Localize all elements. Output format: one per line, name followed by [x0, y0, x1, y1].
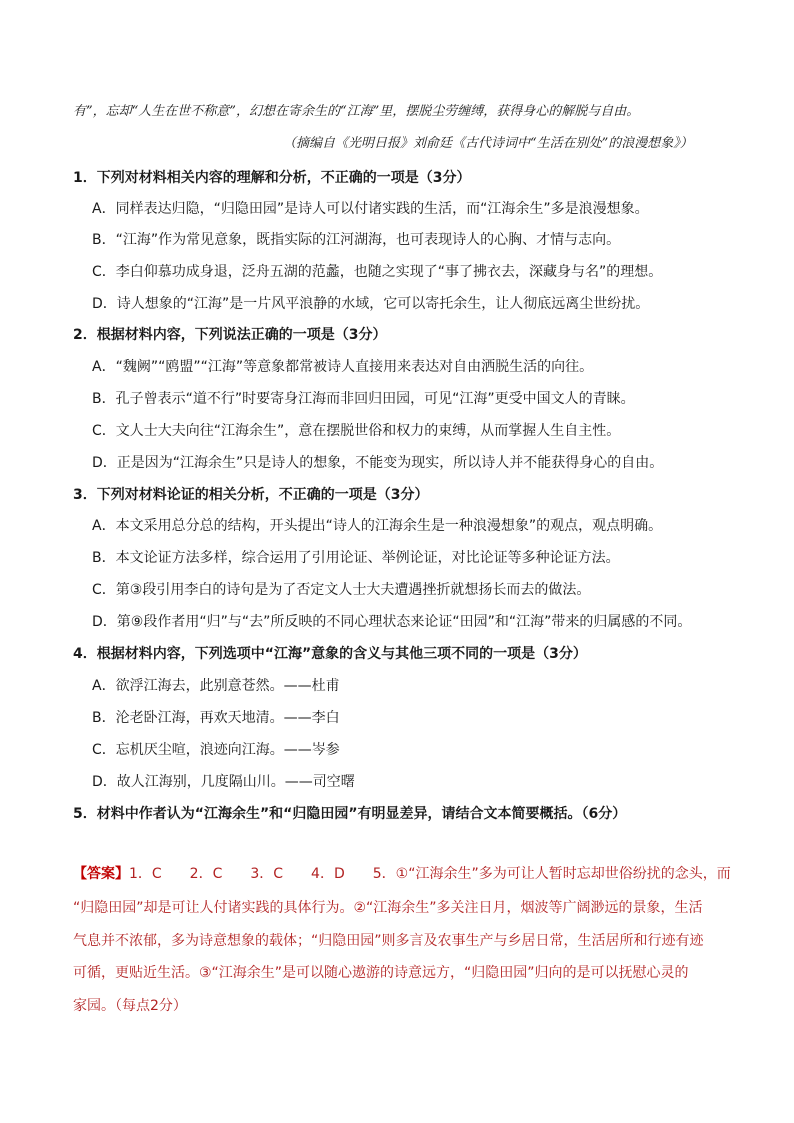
question-3-option-d: D．第⑨段作者用“归”与“去”所反映的不同心理状态来论证“田园”和“江海”带来的归属感的不同。 — [92, 614, 692, 630]
source-citation: （摘编自《光明日报》刘俞廷《古代诗词中“生活在别处”的浪漫想象》） — [283, 136, 693, 151]
question-2-option-c: C．文人士大夫向往“江海余生”，意在摆脱世俗和权力的束缚，从而掌握人生自主性。 — [92, 423, 621, 439]
question-1-option-c: C．李白仰慕功成身退，泛舟五湖的范蠡，也随之实现了“事了拂衣去，深藏身与名”的理想。 — [92, 264, 663, 280]
answer-line-5: 家园。（每点2分） — [73, 998, 187, 1014]
question-2-option-d: D．正是因为“江海余生”只是诗人的想象，不能变为现实，所以诗人并不能获得身心的自由。 — [92, 455, 664, 471]
question-2-option-b: B．孔子曾表示“道不行”时要寄身江海而非回归田园，可见“江海”更受中国文人的青睐。 — [92, 391, 635, 407]
question-3-option-a: A．本文采用总分总的结构，开头提出“诗人的江海余生是一种浪漫想象”的观点，观点明确。 — [92, 518, 663, 534]
answer-text: 1．C 2．C 3．C 4．D 5．①“江海余生”多为可让人暂时忘却世俗纷扰的念头，而 — [129, 866, 731, 882]
question-2-option-a: A．“魏阙”“鸥盟”“江海”等意象都常被诗人直接用来表达对自由洒脱生活的向往。 — [92, 359, 594, 375]
question-3-option-b: B．本文论证方法多样，综合运用了引用论证、举例论证，对比论证等多种论证方法。 — [92, 550, 620, 566]
question-1-option-a: A．同样表达归隐，“归隐田园”是诗人可以付诸实践的生活，而“江海余生”多是浪漫想象。 — [92, 201, 649, 217]
question-3-option-c: C．第③段引用李白的诗句是为了否定文人士大夫遭遇挫折就想扬长而去的做法。 — [92, 582, 591, 598]
answer-line-2: “归隐田园”却是可让人付诸实践的具体行为。②“江海余生”多关注日月，烟波等广阔渺远的景象，生活 — [73, 900, 703, 916]
question-4-option-b: B．沦老卧江海，再欢天地清。——李白 — [92, 710, 340, 726]
answer-tag: 【答案】 — [73, 866, 129, 882]
question-5-stem: 5．材料中作者认为“江海余生”和“归隐田园”有明显差异，请结合文本简要概括。（6分） — [73, 806, 627, 822]
question-2-stem: 2．根据材料内容，下列说法正确的一项是（3分） — [73, 327, 387, 343]
question-3-stem: 3．下列对材料论证的相关分析，不正确的一项是（3分） — [73, 487, 429, 503]
question-4-option-d: D．故人江海别，几度隔山川。——司空曙 — [92, 774, 355, 790]
answer-line-4: 可循，更贴近生活。③“江海余生”是可以随心遨游的诗意远方，“归隐田园”归向的是可以抚慰心灵的 — [73, 965, 689, 981]
question-4-option-c: C．忘机厌尘喧，浪迹向江海。——岑参 — [92, 742, 340, 758]
answer-line-1 — [73, 864, 731, 884]
question-1-option-b: B．“江海”作为常见意象，既指实际的江河湖海，也可表现诗人的心胸、才情与志向。 — [92, 232, 621, 248]
question-4-option-a: A．欲浮江海去，此别意苍然。——杜甫 — [92, 678, 340, 694]
question-1-option-d: D．诗人想象的“江海”是一片风平浪静的水域，它可以寄托余生，让人彻底远离尘世纷扰。 — [92, 296, 650, 312]
question-1-stem: 1．下列对材料相关内容的理解和分析，不正确的一项是（3分） — [73, 170, 471, 186]
answer-line-3: 气息并不浓郁，多为诗意想象的载体；“归隐田园”则多言及农事生产与乡居日常，生活居所和行迹有迹 — [73, 933, 704, 949]
question-4-stem: 4．根据材料内容，下列选项中“江海”意象的含义与其他三项不同的一项是（3分） — [73, 646, 587, 662]
intro-text-line: 有”，忘却“人生在世不称意”，幻想在寄余生的“江海”里，摆脱尘劳缠缚，获得身心的解脱与自由。 — [73, 104, 640, 119]
